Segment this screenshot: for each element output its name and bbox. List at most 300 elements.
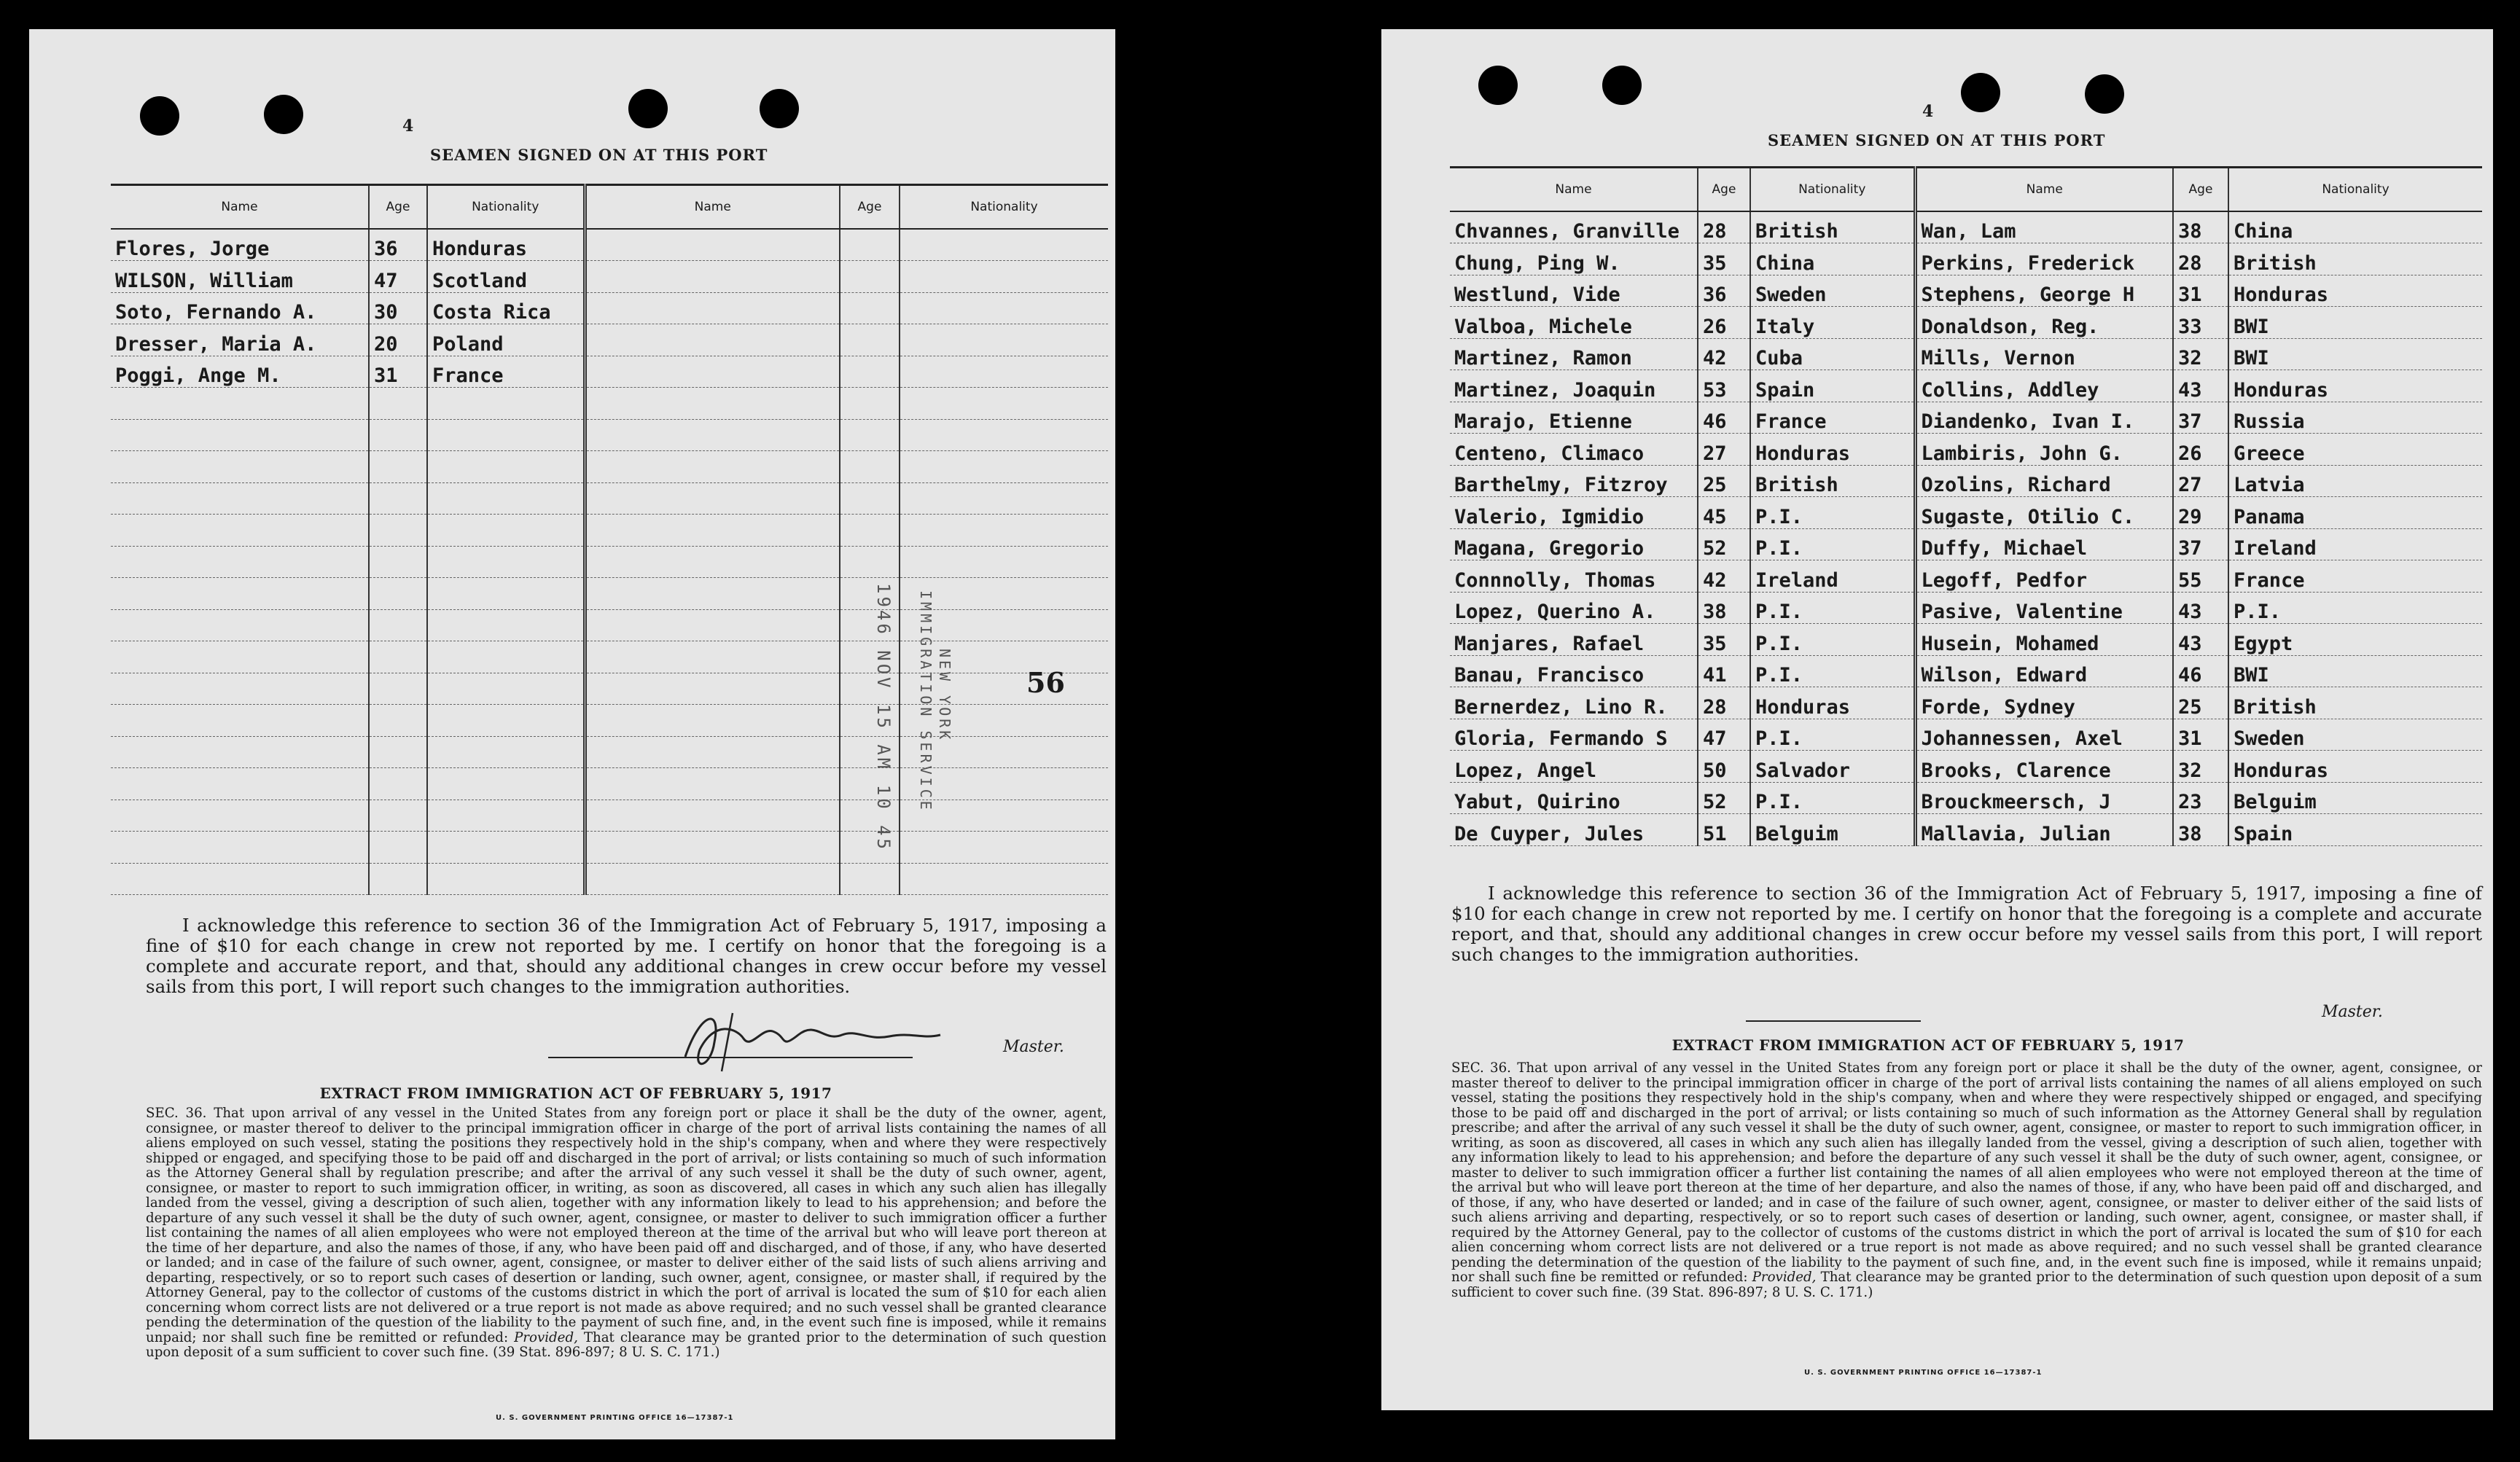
cell-age (369, 546, 427, 578)
cell-name: Manjares, Rafael (1450, 624, 1698, 656)
punch-hole (1602, 66, 1642, 105)
cell-nationality: P.I. (2228, 592, 2482, 624)
cell-age: 36 (1698, 275, 1750, 307)
cell-name (111, 609, 369, 641)
column-header-name: Name (1450, 168, 1698, 212)
cell-age: 46 (1698, 402, 1750, 434)
table-row (111, 324, 1108, 356)
cell-age: 23 (2173, 782, 2228, 814)
cell-nationality: P.I. (1750, 497, 1915, 529)
cell-name (111, 419, 369, 451)
table-row (1450, 592, 2482, 624)
crew-table-left (111, 184, 1108, 895)
cell-name (585, 609, 840, 641)
cell-age (840, 546, 900, 578)
cell-nationality: Greece (2228, 434, 2482, 466)
extract-title: EXTRACT FROM IMMIGRATION ACT OF FEBRUARY 5, 1917 (319, 1084, 832, 1102)
cell-age (840, 419, 900, 451)
table-row (111, 800, 1108, 832)
cell-name (111, 641, 369, 673)
cell-age: 32 (2173, 751, 2228, 783)
cell-name: Barthelmy, Fitzroy (1450, 465, 1698, 497)
cell-age (369, 641, 427, 673)
cell-name: Banau, Francisco (1450, 655, 1698, 687)
cell-age: 28 (2173, 243, 2228, 275)
cell-nationality: P.I. (1750, 655, 1915, 687)
cell-name (585, 261, 840, 293)
signature-line (548, 1057, 913, 1058)
extract-body: SEC. 36. That upon arrival of any vessel in the United States from any foreign port or place it shall be the duty of the owner, agent, consignee, or master thereof to deliver to the principal immigration officer in charge of the port of arrival lists containing the names of all aliens employed on such vessel, stating the positions they respectively hold in the ship's company, when and where they were respectively shipped or engaged, and specifying those to be paid off and discharged in the port of arrival; or lists containing so much of such information as the Attorney General shall by regulation prescribe; and after the arrival of any such vessel it shall be the duty of such owner, agent, consignee, or master to report to such immigration officer, in writing, as soon as discovered, all cases in which any such alien has illegally landed from the vessel, giving a description of such alien, together with any information likely to lead to his apprehension; and before the departure of any such vessel it shall be the duty of such owner, agent, consignee, or master to deliver to such immigration officer a further list containing the names of all alien employees who were not employed thereon at the time of the arrival but who will leave port thereon at the time of her departure, and also the names of those, if any, who have been paid off and discharged, and of those, if any, who have deserted or landed; and in case of the failure of such owner, agent, consignee, or master to deliver either of the said lists of such aliens arriving and departing, respectively, or so to report such cases of desertion or landing, such owner, agent, consignee, or master shall, if required by the Attorney General, pay to the collector of customs of the customs district in which the port of arrival is located the sum of $10 for each alien concerning whom correct lists are not delivered or a true report is not made as above required; and no such vessel shall be granted clearance pending the determination of the question of the liability to the payment of such fine, and, in the event such fine is imposed, while it remains unpaid; nor shall such fine be remitted or refunded: Provided, That clearance may be granted prior to the determination of such question upon deposit of a sum sufficient to cover such fine. (39 Stat. 896-897; 8 U. S. C. 171.) (1451, 1060, 2482, 1300)
cell-name (585, 292, 840, 324)
cell-nationality: BWI (2228, 338, 2482, 370)
table-row (1450, 528, 2482, 560)
cell-nationality (427, 705, 585, 737)
cell-age: 38 (1698, 592, 1750, 624)
cell-nationality: P.I. (1750, 592, 1915, 624)
cell-age (840, 324, 900, 356)
cell-age (840, 356, 900, 388)
cell-name (111, 863, 369, 895)
cell-age: 30 (369, 292, 427, 324)
cell-nationality (427, 863, 585, 895)
cell-age (369, 451, 427, 483)
cell-name: Ozolins, Richard (1915, 465, 2173, 497)
cell-age: 50 (1698, 751, 1750, 783)
cell-age (840, 515, 900, 547)
cell-age: 46 (2173, 655, 2228, 687)
cell-name: Lambiris, John G. (1915, 434, 2173, 466)
cell-nationality: Poland (427, 324, 585, 356)
cell-nationality (900, 482, 1108, 515)
table-row (111, 768, 1108, 800)
cell-nationality (900, 515, 1108, 547)
cell-nationality (900, 229, 1108, 261)
stamp-line: IMMIGRATION SERVICE (917, 590, 935, 813)
cell-name: Poggi, Ange M. (111, 356, 369, 388)
cell-age (840, 863, 900, 895)
cell-age (840, 388, 900, 420)
stamp-line: NEW YORK (936, 649, 953, 743)
column-header-age: Age (840, 185, 900, 230)
cell-nationality: BWI (2228, 655, 2482, 687)
punch-hole (1961, 73, 2000, 112)
cell-age (840, 261, 900, 293)
cell-name (585, 832, 840, 864)
cell-name (111, 673, 369, 705)
table-row (1450, 465, 2482, 497)
cell-name (585, 419, 840, 451)
cell-nationality (900, 451, 1108, 483)
cell-name: Valboa, Michele (1450, 307, 1698, 339)
table-row (1450, 211, 2482, 243)
table-row (1450, 751, 2482, 783)
cell-nationality (427, 451, 585, 483)
cell-name: Magana, Gregorio (1450, 528, 1698, 560)
cell-name: Wilson, Edward (1915, 655, 2173, 687)
cell-name: Husein, Mohamed (1915, 624, 2173, 656)
cell-age: 41 (1698, 655, 1750, 687)
cell-name (111, 546, 369, 578)
cell-age: 51 (1698, 814, 1750, 846)
cell-name (111, 482, 369, 515)
punch-hole (628, 89, 668, 128)
cell-name (585, 388, 840, 420)
table-row (111, 641, 1108, 673)
cell-name: Brooks, Clarence (1915, 751, 2173, 783)
cell-nationality: Costa Rica (427, 292, 585, 324)
cell-name: Yabut, Quirino (1450, 782, 1698, 814)
cell-name (585, 673, 840, 705)
table-row (1450, 307, 2482, 339)
cell-age (369, 705, 427, 737)
cell-age: 26 (1698, 307, 1750, 339)
cell-age: 20 (369, 324, 427, 356)
cell-name: Wan, Lam (1915, 211, 2173, 243)
punch-hole (760, 89, 799, 128)
cell-age (840, 451, 900, 483)
cell-age: 53 (1698, 370, 1750, 402)
cell-nationality (427, 546, 585, 578)
cell-nationality: Honduras (2228, 275, 2482, 307)
cell-age (369, 863, 427, 895)
cell-name: Johannessen, Axel (1915, 719, 2173, 751)
cell-nationality (900, 863, 1108, 895)
cell-nationality (427, 388, 585, 420)
cell-name: De Cuyper, Jules (1450, 814, 1698, 846)
cell-age (369, 515, 427, 547)
table-row (111, 356, 1108, 388)
cell-nationality: Cuba (1750, 338, 1915, 370)
cell-nationality (427, 832, 585, 864)
received-stamp (917, 590, 935, 813)
cell-age: 29 (2173, 497, 2228, 529)
table-row (1450, 655, 2482, 687)
column-header-nationality: Nationality (900, 185, 1108, 230)
cell-name (585, 546, 840, 578)
cell-age (369, 800, 427, 832)
cell-name (585, 515, 840, 547)
table-row (1450, 275, 2482, 307)
cell-nationality: British (1750, 211, 1915, 243)
cell-nationality: Scotland (427, 261, 585, 293)
section-number: 4 (402, 117, 414, 136)
cell-name (111, 388, 369, 420)
table-row (111, 673, 1108, 705)
cell-age: 45 (1698, 497, 1750, 529)
cell-name: Mills, Vernon (1915, 338, 2173, 370)
cell-name (585, 705, 840, 737)
table-row (111, 863, 1108, 895)
cell-name (585, 324, 840, 356)
cell-name: Soto, Fernando A. (111, 292, 369, 324)
cell-nationality: France (427, 356, 585, 388)
punch-hole (2085, 74, 2124, 114)
cell-name: Sugaste, Otilio C. (1915, 497, 2173, 529)
cell-name (585, 482, 840, 515)
column-header-name: Name (585, 185, 840, 230)
cell-nationality: China (1750, 243, 1915, 275)
column-header-age: Age (369, 185, 427, 230)
cell-nationality (427, 641, 585, 673)
cell-age: 31 (369, 356, 427, 388)
column-header-age: Age (2173, 168, 2228, 212)
table-row (111, 546, 1108, 578)
table-row (111, 609, 1108, 641)
cell-nationality: Spain (2228, 814, 2482, 846)
cell-nationality: Honduras (427, 229, 585, 261)
extract-body: SEC. 36. That upon arrival of any vessel in the United States from any foreign port or place it shall be the duty of the owner, agent, consignee, or master thereof to deliver to the principal immigration officer in charge of the port of arrival lists containing the names of all aliens employed on such vessel, stating the positions they respectively hold in the ship's company, when and where they were respectively shipped or engaged, and specifying those to be paid off and discharged in the port of arrival; or lists containing so much of such information as the Attorney General shall by regulation prescribe; and after the arrival of any such vessel it shall be the duty of such owner, agent, consignee, or master to report to such immigration officer, in writing, as soon as discovered, all cases in which any such alien has illegally landed from the vessel, giving a description of such alien, together with any information likely to lead to his apprehension; and before the departure of any such vessel it shall be the duty of such owner, agent, consignee, or master to deliver to such immigration officer a further list containing the names of all alien employees who were not employed thereon at the time of the arrival but who will leave port thereon at the time of her departure, and also the names of those, if any, who have been paid off and discharged, and of those, if any, who have deserted or landed; and in case of the failure of such owner, agent, consignee, or master to deliver either of the said lists of such aliens arriving and departing, respectively, or so to report such cases of desertion or landing, such owner, agent, consignee, or master shall, if required by the Attorney General, pay to the collector of customs of the customs district in which the port of arrival is located the sum of $10 for each alien concerning whom correct lists are not delivered or a true report is not made as above required; and no such vessel shall be granted clearance pending the determination of the question of the liability to the payment of such fine, and, in the event such fine is imposed, while it remains unpaid; nor shall such fine be remitted or refunded: Provided, That clearance may be granted prior to the determination of such question upon deposit of a sum sufficient to cover such fine. (39 Stat. 896-897; 8 U. S. C. 171.) (146, 1106, 1107, 1360)
table-row (111, 705, 1108, 737)
table-row (111, 229, 1108, 261)
cell-name: Perkins, Frederick (1915, 243, 2173, 275)
cell-name: Chung, Ping W. (1450, 243, 1698, 275)
table-row (111, 515, 1108, 547)
cell-nationality (900, 419, 1108, 451)
cell-age (369, 673, 427, 705)
cell-age: 38 (2173, 814, 2228, 846)
cell-age (840, 292, 900, 324)
cell-age: 37 (2173, 528, 2228, 560)
table-row (1450, 687, 2482, 719)
cell-name: Legoff, Pedfor (1915, 560, 2173, 593)
cell-age: 31 (2173, 719, 2228, 751)
cell-name (111, 515, 369, 547)
cell-age (369, 578, 427, 610)
cell-nationality (427, 515, 585, 547)
cell-nationality: British (2228, 243, 2482, 275)
cell-nationality: P.I. (1750, 782, 1915, 814)
cell-age: 27 (1698, 434, 1750, 466)
table-row (1450, 434, 2482, 466)
cell-nationality: British (1750, 465, 1915, 497)
cell-nationality (900, 324, 1108, 356)
master-signature (671, 998, 948, 1079)
master-label: Master. (1003, 1038, 1064, 1056)
table-row (111, 419, 1108, 451)
cell-nationality: BWI (2228, 307, 2482, 339)
cell-name: Martinez, Ramon (1450, 338, 1698, 370)
table-row (111, 292, 1108, 324)
cell-name: Brouckmeersch, J (1915, 782, 2173, 814)
cell-name (111, 832, 369, 864)
cell-nationality: Italy (1750, 307, 1915, 339)
cell-nationality (427, 768, 585, 800)
table-row (1450, 814, 2482, 846)
cell-age (369, 419, 427, 451)
cell-nationality: France (1750, 402, 1915, 434)
table-row (111, 451, 1108, 483)
cell-name: Collins, Addley (1915, 370, 2173, 402)
punch-hole (1478, 66, 1518, 105)
cell-name (585, 736, 840, 768)
cell-name: Valerio, Igmidio (1450, 497, 1698, 529)
cell-name (585, 356, 840, 388)
cell-name: Marajo, Etienne (1450, 402, 1698, 434)
cell-nationality: Ireland (1750, 560, 1915, 593)
cell-name: Centeno, Climaco (1450, 434, 1698, 466)
cell-nationality: Honduras (1750, 687, 1915, 719)
cell-age: 27 (2173, 465, 2228, 497)
table-row (1450, 402, 2482, 434)
cell-age (840, 229, 900, 261)
section-title: SEAMEN SIGNED ON AT THIS PORT (1768, 131, 2106, 149)
cell-age (369, 736, 427, 768)
section-title: SEAMEN SIGNED ON AT THIS PORT (430, 146, 768, 164)
cell-age (369, 388, 427, 420)
cell-name: Gloria, Fermando S (1450, 719, 1698, 751)
cell-age: 52 (1698, 782, 1750, 814)
column-header-name: Name (1915, 168, 2173, 212)
cell-name (585, 641, 840, 673)
cell-name: Bernerdez, Lino R. (1450, 687, 1698, 719)
cell-name (585, 863, 840, 895)
punch-hole (264, 95, 303, 134)
master-label: Master. (2322, 1003, 2383, 1021)
signature-line (1746, 1020, 1921, 1022)
cell-nationality: Ireland (2228, 528, 2482, 560)
column-header-nationality: Nationality (427, 185, 585, 230)
cell-age: 42 (1698, 338, 1750, 370)
cell-name (585, 768, 840, 800)
extract-title: EXTRACT FROM IMMIGRATION ACT OF FEBRUARY 5, 1917 (1671, 1036, 2185, 1054)
column-header-nationality: Nationality (2228, 168, 2482, 212)
printing-office-line: U. S. GOVERNMENT PRINTING OFFICE 16—17387-1 (1804, 1369, 2043, 1377)
cell-age: 43 (2173, 592, 2228, 624)
cell-age: 43 (2173, 624, 2228, 656)
cell-age: 37 (2173, 402, 2228, 434)
cell-age: 32 (2173, 338, 2228, 370)
cell-nationality: Egypt (2228, 624, 2482, 656)
table-row (1450, 497, 2482, 529)
cell-nationality: Panama (2228, 497, 2482, 529)
stamp-line: 1946 NOV 15 AM 10 45 (873, 583, 894, 852)
table-row (111, 482, 1108, 515)
cell-nationality (427, 482, 585, 515)
cell-nationality (427, 673, 585, 705)
cell-name (585, 800, 840, 832)
cell-nationality (900, 356, 1108, 388)
cell-nationality: British (2228, 687, 2482, 719)
cell-nationality (427, 578, 585, 610)
table-row (1450, 719, 2482, 751)
table-row (111, 578, 1108, 610)
cell-name: Dresser, Maria A. (111, 324, 369, 356)
cell-name (585, 451, 840, 483)
cell-name: Martinez, Joaquin (1450, 370, 1698, 402)
acknowledgement-text: I acknowledge this reference to section 36 of the Immigration Act of February 5, 1917, imposing a fine of $10 for each change in crew not reported by me. I certify on honor that the foregoing is a complete and accurate report, and that, should any additional changes in crew occur before my vessel sails from this port, I will report such changes to the immigration authorities. (1451, 883, 2482, 965)
table-row (1450, 782, 2482, 814)
cell-name: Mallavia, Julian (1915, 814, 2173, 846)
cell-age (369, 768, 427, 800)
cell-name: WILSON, William (111, 261, 369, 293)
cell-nationality: Honduras (2228, 751, 2482, 783)
cell-name: Chvannes, Granville (1450, 211, 1698, 243)
table-row (1450, 243, 2482, 275)
cell-nationality: P.I. (1750, 719, 1915, 751)
cell-age (369, 482, 427, 515)
table-row (1450, 624, 2482, 656)
cell-nationality: Honduras (2228, 370, 2482, 402)
cell-name: Connnolly, Thomas (1450, 560, 1698, 593)
punch-hole (140, 96, 179, 136)
cell-name (111, 451, 369, 483)
cell-name: Diandenko, Ivan I. (1915, 402, 2173, 434)
cell-nationality: China (2228, 211, 2482, 243)
cell-nationality: Sweden (1750, 275, 1915, 307)
cell-age: 25 (1698, 465, 1750, 497)
cell-age: 42 (1698, 560, 1750, 593)
cell-age (840, 482, 900, 515)
cell-age: 43 (2173, 370, 2228, 402)
cell-name: Pasive, Valentine (1915, 592, 2173, 624)
cell-name: Forde, Sydney (1915, 687, 2173, 719)
received-stamp (873, 583, 894, 852)
cell-name: Lopez, Angel (1450, 751, 1698, 783)
cell-nationality (427, 419, 585, 451)
cell-nationality: Belguim (2228, 782, 2482, 814)
column-header-name: Name (111, 185, 369, 230)
crew-count: 56 (1026, 666, 1065, 699)
cell-nationality (900, 546, 1108, 578)
cell-nationality (427, 800, 585, 832)
cell-name (111, 578, 369, 610)
cell-nationality (900, 292, 1108, 324)
cell-age: 55 (2173, 560, 2228, 593)
cell-nationality: P.I. (1750, 528, 1915, 560)
cell-nationality (427, 736, 585, 768)
cell-age: 35 (1698, 243, 1750, 275)
printing-office-line: U. S. GOVERNMENT PRINTING OFFICE 16—17387-1 (496, 1414, 734, 1422)
cell-name: Duffy, Michael (1915, 528, 2173, 560)
cell-nationality: Sweden (2228, 719, 2482, 751)
cell-age (369, 832, 427, 864)
table-row (111, 736, 1108, 768)
cell-nationality (900, 832, 1108, 864)
table-row (111, 832, 1108, 864)
cell-nationality: Spain (1750, 370, 1915, 402)
form-page-left (29, 29, 1115, 1439)
cell-age: 47 (1698, 719, 1750, 751)
cell-nationality: Belguim (1750, 814, 1915, 846)
cell-nationality: Honduras (1750, 434, 1915, 466)
cell-name (111, 705, 369, 737)
crew-table-right (1450, 166, 2482, 846)
cell-age: 47 (369, 261, 427, 293)
cell-name: Westlund, Vide (1450, 275, 1698, 307)
cell-nationality (900, 261, 1108, 293)
cell-nationality: P.I. (1750, 624, 1915, 656)
cell-name: Stephens, George H (1915, 275, 2173, 307)
cell-name: Flores, Jorge (111, 229, 369, 261)
cell-age: 52 (1698, 528, 1750, 560)
cell-name: Lopez, Querino A. (1450, 592, 1698, 624)
cell-age: 26 (2173, 434, 2228, 466)
table-row (1450, 370, 2482, 402)
cell-nationality: Salvador (1750, 751, 1915, 783)
form-page-right (1381, 29, 2493, 1410)
cell-nationality: Russia (2228, 402, 2482, 434)
cell-age: 36 (369, 229, 427, 261)
table-row (111, 261, 1108, 293)
cell-name (111, 800, 369, 832)
cell-age: 28 (1698, 687, 1750, 719)
cell-age: 35 (1698, 624, 1750, 656)
table-row (1450, 560, 2482, 593)
cell-nationality: France (2228, 560, 2482, 593)
cell-age (369, 609, 427, 641)
column-header-age: Age (1698, 168, 1750, 212)
cell-age: 33 (2173, 307, 2228, 339)
